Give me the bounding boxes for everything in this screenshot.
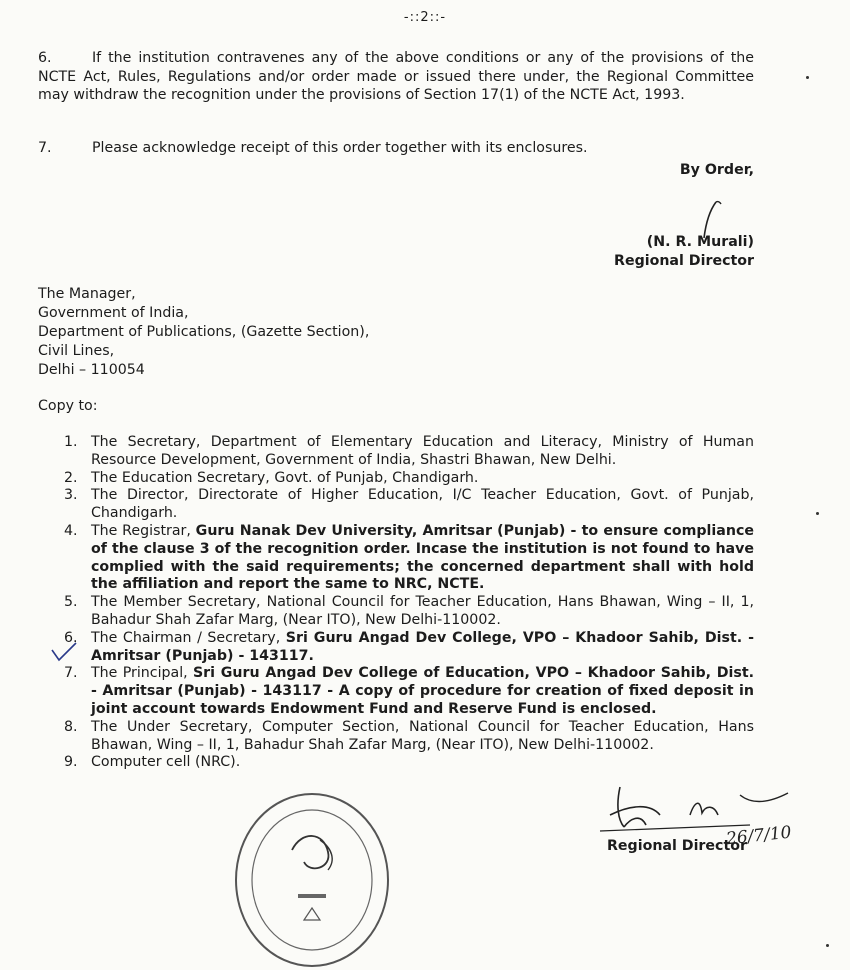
- list-item: [56, 594, 754, 630]
- paragraph-text: If the institution contravenes any of the above conditions or any of the provisions of the NCTE Act, Rules, Regulations and/or order made or issued there under, the Regional Committee may withdraw the recognition under the provisions of Section 17(1) of the NCTE Act, 1993.: [38, 50, 754, 103]
- list-number: 3.: [64, 487, 78, 504]
- addressee-line: Government of India,: [38, 305, 189, 321]
- addressee-line: Delhi – 110054: [38, 362, 145, 378]
- tick-mark-icon: [50, 640, 80, 664]
- list-number: 9.: [64, 754, 78, 771]
- list-bold-text: Sri Guru Angad Dev College of Education, VPO – Khadoor Sahib, Dist. - Amritsar (Punjab) - 143117 - A copy of procedure for creation of fixed deposit in joint account towards Endowment Fund and Reserve Fund is enclosed.: [91, 665, 754, 717]
- list-item: [56, 719, 754, 755]
- list-text: The Director, Directorate of Higher Education, I/C Teacher Education, Govt. of Punjab, Chandigarh.: [91, 487, 754, 522]
- list-item: [56, 470, 754, 488]
- speck: [826, 944, 829, 947]
- list-item: [56, 434, 754, 470]
- list-text: The Education Secretary, Govt. of Punjab, Chandigarh.: [91, 469, 479, 486]
- list-text: The Under Secretary, Computer Section, National Council for Teacher Education, Hans Bhawan, Wing – II, 1, Bahadur Shah Zafar Marg, (Near ITO), New Delhi-110002.: [91, 718, 754, 753]
- page-number: -::2::-: [403, 10, 447, 25]
- paragraph-6: [38, 49, 754, 105]
- list-number: 7.: [64, 665, 78, 682]
- paragraph-number: 6.: [38, 50, 52, 66]
- paragraph-number: 7.: [38, 140, 52, 156]
- list-item: [56, 487, 754, 523]
- signatory-name: (N. R. Murali): [646, 234, 754, 250]
- list-item: [56, 523, 754, 594]
- by-order-label: By Order,: [679, 162, 754, 178]
- list-text: The Secretary, Department of Elementary Education and Literacy, Ministry of Human Resource Development, Government of India, Shastri Bhawan, New Delhi.: [91, 434, 754, 468]
- list-bold-text: Guru Nanak Dev University, Amritsar (Punjab) - to ensure compliance of the clause 3 of the recognition order. Incase the institution is not found to have complied with the said requirements; the concerned department shall with hold the affiliation and report the same to NRC, NCTE.: [91, 522, 754, 593]
- list-text: The Principal,: [91, 665, 193, 682]
- list-item: [56, 665, 754, 718]
- list-item: [56, 754, 754, 772]
- list-text: Computer cell (NRC).: [91, 754, 241, 771]
- speck: [816, 512, 819, 515]
- list-bold-text: Sri Guru Angad Dev College, VPO – Khadoor Sahib, Dist. - Amritsar (Punjab) - 143117.: [91, 629, 754, 664]
- copy-list: [56, 434, 754, 772]
- list-number: 6.: [64, 629, 78, 646]
- list-text: The Chairman / Secretary,: [91, 629, 286, 646]
- signature-date: 26/7/10: [725, 822, 793, 850]
- addressee-line: Civil Lines,: [38, 343, 115, 359]
- paragraph-7: [38, 139, 754, 158]
- addressee-line: Department of Publications, (Gazette Section),: [38, 324, 370, 340]
- seal-stamp-icon: [232, 790, 392, 970]
- speck: [806, 76, 809, 79]
- list-number: 2.: [64, 469, 78, 486]
- signatory-block: [614, 233, 754, 271]
- list-number: 5.: [64, 594, 78, 611]
- addressee-block: [38, 285, 369, 380]
- list-number: 4.: [64, 522, 78, 539]
- copy-to-label: Copy to:: [38, 398, 98, 414]
- closing-designation: Regional Director: [607, 838, 747, 854]
- list-number: 8.: [64, 718, 78, 735]
- list-number: 1.: [64, 434, 78, 450]
- addressee-line: The Manager,: [38, 286, 136, 302]
- list-item: [56, 630, 754, 666]
- paragraph-text: Please acknowledge receipt of this order together with its enclosures.: [92, 140, 588, 156]
- list-text: The Member Secretary, National Council for Teacher Education, Hans Bhawan, Wing – II, 1, Bahadur Shah Zafar Marg, (Near ITO), New Delhi-110002.: [91, 594, 754, 628]
- list-text: The Registrar,: [91, 522, 196, 539]
- signatory-designation: Regional Director: [614, 253, 754, 269]
